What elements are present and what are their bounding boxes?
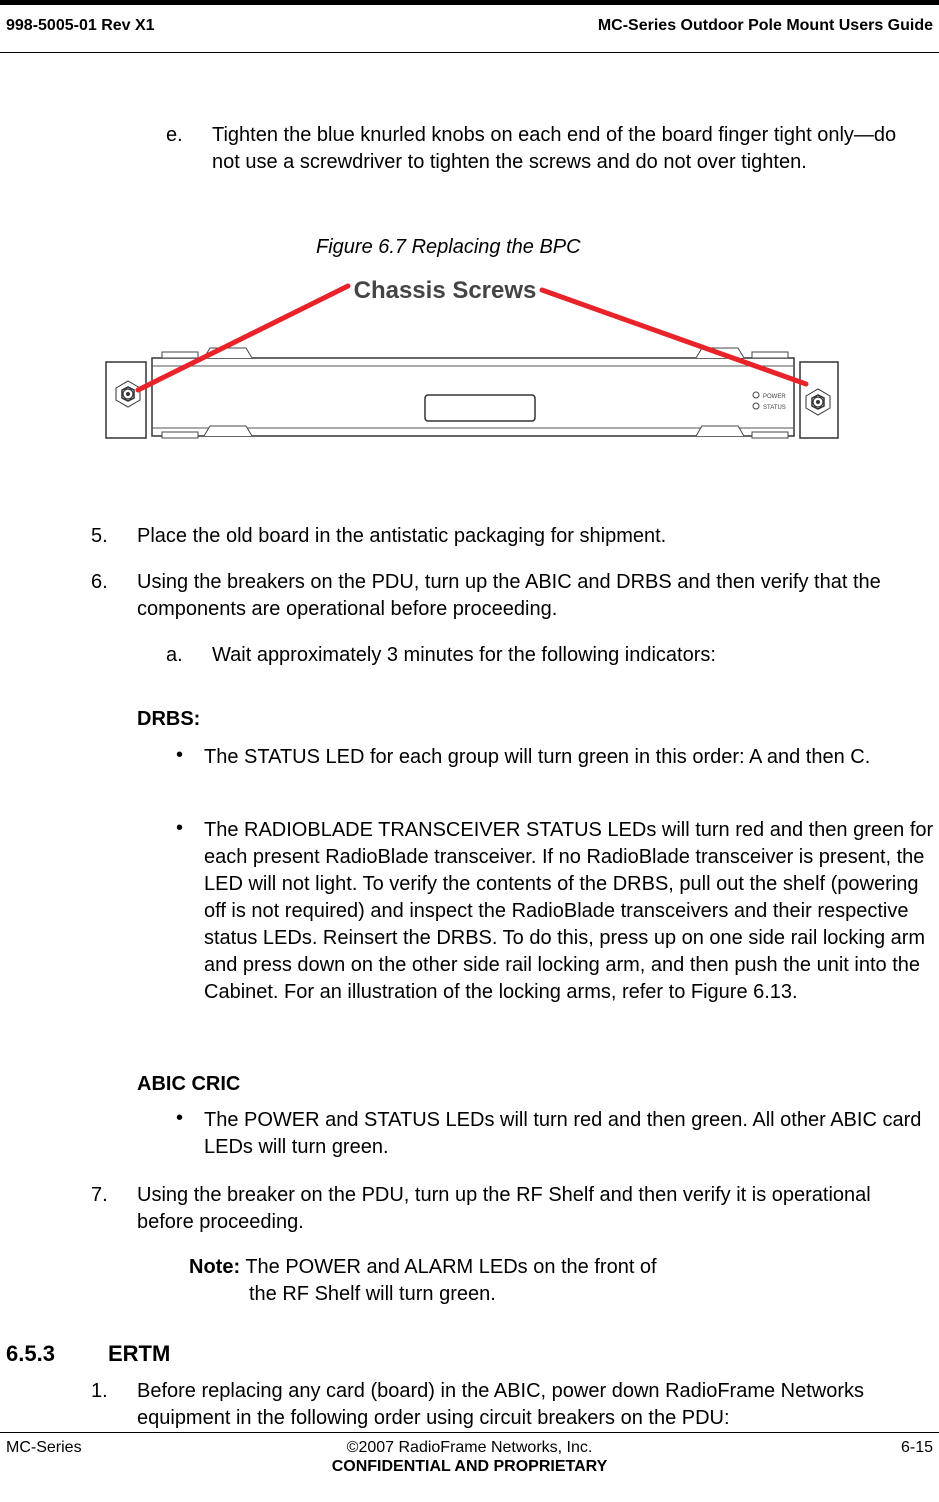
drbs-bullet-2-marker: •	[176, 817, 184, 839]
ertm-step-1-number: 1.	[91, 1380, 108, 1402]
note-line-1-text: The POWER and ALARM LEDs on the front of	[245, 1256, 657, 1278]
note-line-2: the RF Shelf will turn green.	[249, 1283, 496, 1305]
footer-left: MC-Series	[6, 1439, 82, 1456]
abic-bullet-1-marker: •	[176, 1107, 184, 1129]
note-label: Note:	[189, 1256, 241, 1278]
step-7-number: 7.	[91, 1184, 108, 1206]
doc-number: 998-5005-01 Rev X1	[6, 17, 155, 34]
header-bottom-rule	[0, 52, 939, 53]
chassis-screws-callout: Chassis Screws	[353, 277, 537, 304]
bpc-board-illustration	[100, 270, 845, 450]
drbs-bullet-1-marker: •	[176, 744, 184, 766]
power-led	[753, 392, 759, 398]
step-5-number: 5.	[91, 525, 108, 547]
header-top-rule	[0, 0, 939, 5]
step-6-text: Using the breakers on the PDU, turn up the ABIC and DRBS and then verify that the components are operational before proceeding.	[137, 571, 881, 620]
footer-page-number: 6-15	[900, 1439, 933, 1456]
section-title: ERTM	[108, 1341, 171, 1366]
drbs-bullet-2-text: The RADIOBLADE TRANSCEIVER STATUS LEDs will turn red and then green for each present RadioBlade transceiver. If no RadioBlade transceiver is present, the LED will not light. To verify the contents of the DRBS, pull out the shelf (powering off is not required) and inspect the RadioBlade transceivers and their respective status LEDs. Reinsert the DRBS. To do this, press up on one side rail locking arm and press down on the other side rail locking arm, and then push the unit into the Cabinet. For an illustration of the locking arms, refer to Figure 6.13.	[204, 819, 934, 1003]
footer-rule	[0, 1432, 939, 1433]
ertm-step-1-text: Before replacing any card (board) in the ABIC, power down RadioFrame Networks equipment in the following order using circuit breakers on the PDU:	[137, 1380, 865, 1429]
drbs-heading: DRBS:	[137, 708, 201, 730]
board-label-window	[425, 395, 535, 421]
section-number: 6.5.3	[6, 1341, 55, 1366]
step-e-letter: e.	[166, 124, 183, 146]
step-6-number: 6.	[91, 571, 108, 593]
footer-confidential: CONFIDENTIAL AND PROPRIETARY	[331, 1458, 608, 1475]
footer-copyright: ©2007 RadioFrame Networks, Inc.	[346, 1439, 593, 1456]
power-led-label: POWER	[763, 394, 786, 400]
status-led	[753, 403, 759, 409]
step-6a-text: Wait approximately 3 minutes for the following indicators:	[212, 644, 716, 666]
note-line-1	[189, 1254, 657, 1281]
step-7-text: Using the breaker on the PDU, turn up the RF Shelf and then verify it is operational before proceeding.	[137, 1184, 871, 1233]
guide-title: MC-Series Outdoor Pole Mount Users Guide	[597, 17, 933, 34]
figure-caption: Figure 6.7 Replacing the BPC	[316, 236, 581, 258]
abic-bullet-1-text: The POWER and STATUS LEDs will turn red and then green. All other ABIC card LEDs will turn green.	[204, 1109, 922, 1158]
step-e-text: Tighten the blue knurled knobs on each end of the board finger tight only—do not use a screwdriver to tighten the screws and do not over tighten.	[212, 124, 897, 173]
step-5-text: Place the old board in the antistatic packaging for shipment.	[137, 525, 667, 547]
step-6a-letter: a.	[166, 644, 183, 666]
status-led-label: STATUS	[763, 405, 786, 411]
drbs-bullet-1-text: The STATUS LED for each group will turn green in this order: A and then C.	[204, 746, 871, 768]
abic-heading: ABIC CRIC	[137, 1073, 241, 1095]
